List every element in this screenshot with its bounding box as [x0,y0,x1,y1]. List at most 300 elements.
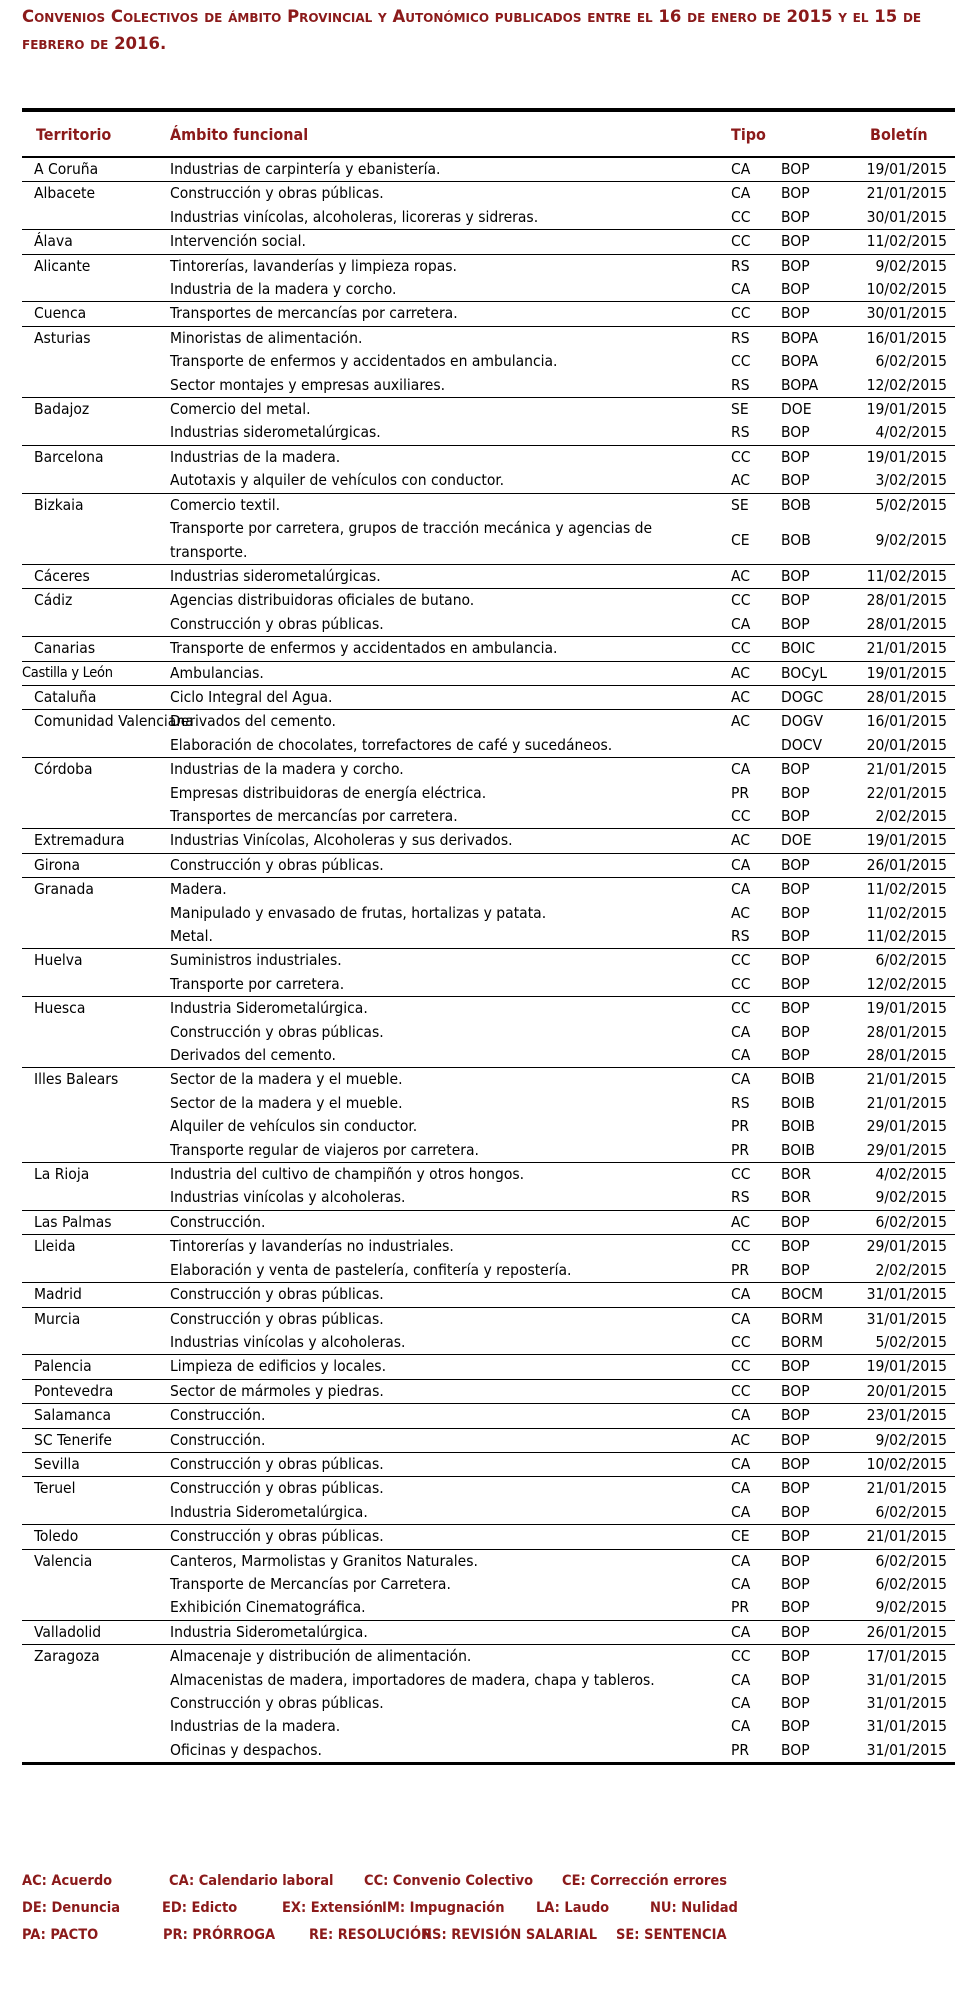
boletin-cell: BOP [779,949,831,973]
table-row [22,1404,955,1428]
territorio-cell: Murcia [22,1307,170,1355]
boletin-cell: BORM [779,1307,831,1331]
territorio-cell: Albacete [22,182,170,230]
boletin-cell: DOCV [781,735,822,754]
fecha-cell: 12/02/2015 [866,974,948,993]
tipo-cell: AC [719,661,779,685]
ambito-cell: Industrias siderometalúrgicas. [170,564,719,588]
fecha-cell: 6/02/2015 [831,1549,955,1573]
territorio-cell: Valladolid [22,1620,170,1644]
fecha-cell: 29/01/2015 [866,1117,948,1136]
boletin-cell: BOP [781,280,810,299]
fecha-cell: 20/01/2015 [831,1379,955,1403]
table-row [22,1525,955,1549]
tipo-cell: AC [731,471,751,490]
ambito-cell: Exhibición Cinematográfica. [170,1598,366,1617]
tipo-cell: CA [719,182,779,206]
tipo-cell: CC [719,949,779,973]
fecha-cell: 31/01/2015 [831,1283,955,1307]
legend-item: CA: Calendario laboral [169,1873,334,1889]
table-row [22,254,955,278]
boletin-cell: BOP [781,1022,810,1041]
territorio-cell: SC Tenerife [22,1428,170,1452]
tipo-cell: CC [719,1163,779,1187]
table-row [22,1068,955,1092]
header-ambito: Ámbito funcional [170,110,719,157]
territorio-cell: Cataluña [22,685,170,709]
ambito-cell: Industrias vinícolas y alcoholeras. [170,1332,406,1351]
territorio-cell: Asturias [22,326,170,397]
ambito-cell: Transporte de enfermos y accidentados en ambulancia. [170,637,719,661]
legend-item: SE: SENTENCIA [616,1927,727,1943]
tipo-cell: AC [719,564,779,588]
ambito-cell: Sector de la madera y el mueble. [170,1068,719,1092]
boletin-cell: BOCM [779,1283,831,1307]
table-row [22,230,955,254]
tipo-cell: CC [719,1645,779,1669]
tipo-cell: CA [731,1694,751,1712]
tipo-cell: RS [731,1093,750,1112]
ambito-cell: Transporte de enfermos y accidentados en ambulancia. [170,352,558,371]
ambito-cell: Almacenistas de madera, importadores de madera, chapa y tableros. [170,1670,655,1689]
fecha-cell: 21/01/2015 [831,1477,955,1501]
boletin-cell: BOP [781,1694,810,1712]
table-row [22,1163,955,1187]
territorio-cell: Comunidad Valenciana [22,710,170,758]
boletin-cell: BOIB [781,1117,815,1136]
ambito-cell: Transporte regular de viajeros por carretera. [170,1140,479,1159]
table-row [22,829,955,853]
fecha-cell: 9/02/2015 [875,1598,948,1617]
fecha-cell: 6/02/2015 [875,1574,948,1593]
table-row [22,997,955,1021]
territorio-cell: Granada [22,878,170,949]
tipo-cell: PR [731,1117,750,1136]
table-row [22,302,955,326]
boletin-cell: BOP [781,1502,810,1521]
table-row [22,1645,955,1669]
header-tipo: Tipo [719,110,831,157]
ambito-cell: Ciclo Integral del Agua. [170,685,719,709]
boletin-cell: BOP [781,423,810,442]
tipo-cell: CC [719,230,779,254]
tipo-cell: CA [719,1068,779,1092]
ambito-cell: Manipulado y envasado de frutas, hortalizas y patata. [170,903,547,922]
boletin-cell: BOP [781,1740,810,1759]
table-row [22,1210,955,1234]
boletin-cell: BOP [779,445,831,469]
ambito-cell: Industrias de carpintería y ebanistería. [170,160,441,178]
ambito-cell: Transporte por carretera. [170,974,345,993]
boletin-cell: BOP [781,1717,810,1736]
convenios-table [22,108,955,1765]
page-title: Convenios Colectivos de ámbito Provincial y Autonómico publicados entre el 16 de enero de 2015 y el 15 de febrero de 2016. [22,7,922,53]
legend-item: NU: Nulidad [650,1900,738,1916]
fecha-cell: 28/01/2015 [866,614,948,633]
fecha-cell: 28/01/2015 [866,1022,948,1041]
fecha-cell: 28/01/2015 [831,589,955,613]
fecha-cell: 21/01/2015 [831,758,955,782]
tipo-cell: CA [731,1670,751,1689]
legend-item: LA: Laudo [536,1900,610,1916]
ambito-cell: Construcción y obras públicas. [170,1525,719,1549]
ambito-cell: Industrias vinícolas y alcoholeras. [170,1188,406,1207]
table-row [22,685,955,709]
table-row [22,710,955,734]
ambito-cell: Agencias distribuidoras oficiales de butano. [170,589,719,613]
boletin-cell: BOP [781,903,810,922]
territorio-cell: Sevilla [22,1452,170,1476]
ambito-cell: Industria de la madera y corcho. [170,280,397,299]
fecha-cell: 19/01/2015 [831,445,955,469]
ambito-cell: Limpieza de edificios y locales. [170,1355,719,1379]
fecha-cell: 28/01/2015 [866,1046,948,1065]
fecha-cell: 19/01/2015 [831,829,955,853]
territorio-cell: La Rioja [22,1163,170,1211]
fecha-cell: 28/01/2015 [831,685,955,709]
tipo-cell: RS [731,375,750,394]
ambito-cell: Industria Siderometalúrgica. [170,1620,719,1644]
legend-item: CC: Convenio Colectivo [364,1873,534,1889]
boletin-cell: BOR [779,1163,831,1187]
territorio-cell: Huelva [22,949,170,997]
tipo-cell: SE [719,493,779,517]
legend-item: PA: PACTO [22,1927,99,1943]
tipo-cell: CE [731,530,750,549]
territorio-cell: Pontevedra [22,1379,170,1403]
territorio-cell: Canarias [22,637,170,661]
table-row [22,1283,955,1307]
table-row [22,493,955,517]
boletin-cell: BOP [781,160,810,178]
fecha-cell: 6/02/2015 [831,949,955,973]
fecha-cell: 4/02/2015 [831,1163,955,1187]
table-row [22,878,955,902]
boletin-cell: BOP [781,471,810,490]
tipo-cell: CA [719,1549,779,1573]
table-row [22,1379,955,1403]
ambito-cell: Intervención social. [170,230,719,254]
territorio-cell: Castilla y León [22,661,170,685]
fecha-cell: 20/01/2015 [866,735,948,754]
ambito-cell: Industrias vinícolas, alcoholeras, licoreras y sidreras. [170,207,539,226]
fecha-cell: 11/02/2015 [831,230,955,254]
boletin-cell: DOE [779,398,831,422]
territorio-cell: Badajoz [22,398,170,446]
tipo-cell: CC [719,445,779,469]
fecha-cell: 10/02/2015 [866,280,948,299]
fecha-cell: 11/02/2015 [866,903,948,922]
tipo-cell: AC [719,1428,779,1452]
ambito-cell: Tintorerías, lavanderías y limpieza ropas. [170,254,719,278]
boletin-cell: BOPA [781,352,819,371]
tipo-cell: PR [731,1140,750,1159]
ambito-cell: Ambulancias. [170,661,719,685]
ambito-cell: Construcción y obras públicas. [170,614,384,633]
tipo-cell: CA [731,160,751,178]
ambito-cell: Derivados del cemento. [170,710,719,734]
fecha-cell: 11/02/2015 [831,878,955,902]
tipo-cell: CA [719,1283,779,1307]
tipo-cell: AC [719,685,779,709]
fecha-cell: 29/01/2015 [866,1140,948,1159]
boletin-cell: BOP [779,230,831,254]
ambito-cell: Industrias de la madera y corcho. [170,758,719,782]
tipo-cell: CA [731,1574,751,1593]
tipo-cell: RS [719,326,779,350]
table-body [22,157,955,1764]
tipo-cell: CC [731,207,751,226]
fecha-cell: 26/01/2015 [831,853,955,877]
boletin-cell: DOGC [779,685,831,709]
table-row [22,1477,955,1501]
table-row [22,1549,955,1573]
boletin-cell: BOP [779,1452,831,1476]
ambito-cell: Comercio textil. [170,493,719,517]
tipo-cell: CA [719,1620,779,1644]
ambito-cell: Autotaxis y alquiler de vehículos con conductor. [170,471,505,490]
boletin-cell: BOP [781,1046,810,1065]
tipo-cell: CC [719,302,779,326]
boletin-cell: BOP [779,1404,831,1428]
ambito-cell: Almacenaje y distribución de alimentación. [170,1645,719,1669]
boletin-cell: BOB [781,530,811,549]
tipo-cell: CE [719,1525,779,1549]
ambito-cell: Elaboración de chocolates, torrefactores de café y sucedáneos. [170,735,613,754]
boletin-cell: BOP [779,182,831,206]
legend-item: PR: PRÓRROGA [163,1927,276,1943]
ambito-cell: Tintorerías y lavanderías no industriales. [170,1235,719,1259]
fecha-cell: 11/02/2015 [866,927,948,945]
tipo-cell: AC [719,1210,779,1234]
ambito-cell: Industria Siderometalúrgica. [170,1502,368,1521]
fecha-cell: 23/01/2015 [831,1404,955,1428]
ambito-cell: Sector de mármoles y piedras. [170,1379,719,1403]
ambito-cell: Construcción y obras públicas. [170,1477,719,1501]
tipo-cell: RS [731,927,750,945]
tipo-cell: PR [731,783,750,802]
fecha-cell: 9/02/2015 [831,1428,955,1452]
tipo-cell: CA [719,1477,779,1501]
legend-item: ED: Edicto [162,1900,238,1916]
legend-item: AC: Acuerdo [22,1873,113,1889]
table-row [22,398,955,422]
ambito-cell: Industrias de la madera. [170,1717,341,1736]
fecha-cell: 30/01/2015 [831,302,955,326]
territorio-cell: Cádiz [22,589,170,637]
ambito-cell: Industrias Vinícolas, Alcoholeras y sus derivados. [170,829,719,853]
fecha-cell: 9/02/2015 [875,1188,948,1207]
tipo-cell: CA [731,1502,751,1521]
boletin-cell: BOP [779,1235,831,1259]
table-row [22,1235,955,1259]
tipo-cell: CA [719,1452,779,1476]
ambito-cell: Sector de la madera y el mueble. [170,1093,403,1112]
fecha-cell: 31/01/2015 [866,1717,948,1736]
boletin-cell: BOCyL [779,661,831,685]
boletin-cell: BOP [779,1379,831,1403]
ambito-cell: Construcción y obras públicas. [170,1694,384,1712]
table-row [22,182,955,206]
fecha-cell: 21/01/2015 [831,1525,955,1549]
boletin-cell: BOR [781,1188,811,1207]
legend-item: CE: Corrección errores [562,1873,727,1889]
ambito-cell: Comercio del metal. [170,398,719,422]
tipo-cell: CA [731,1022,751,1041]
table-row [22,1428,955,1452]
fecha-cell: 31/01/2015 [866,1694,948,1712]
table-row [22,637,955,661]
boletin-cell: BOP [779,853,831,877]
boletin-cell: BOB [779,493,831,517]
boletin-cell: BOP [779,254,831,278]
ambito-cell: Minoristas de alimentación. [170,326,719,350]
territorio-cell: Bizkaia [22,493,170,564]
fecha-cell: 19/01/2015 [831,661,955,685]
fecha-cell: 29/01/2015 [831,1235,955,1259]
tipo-cell: CA [731,1717,751,1736]
fecha-cell: 21/01/2015 [866,1093,948,1112]
territorio-cell: Barcelona [22,445,170,493]
tipo-cell: CA [719,758,779,782]
tipo-cell: CA [731,1046,751,1065]
fecha-cell: 2/02/2015 [875,1260,948,1279]
fecha-cell: 31/01/2015 [866,1670,948,1689]
territorio-cell: Córdoba [22,758,170,829]
tipo-cell: SE [719,398,779,422]
tipo-cell [719,734,779,758]
fecha-cell: 19/01/2015 [831,398,955,422]
fecha-cell: 26/01/2015 [831,1620,955,1644]
boletin-cell: BOP [779,1549,831,1573]
boletin-cell: BOP [779,878,831,902]
fecha-cell: 16/01/2015 [831,326,955,350]
fecha-cell: 21/01/2015 [831,182,955,206]
fecha-cell: 9/02/2015 [875,530,948,549]
territorio-cell: Palencia [22,1355,170,1379]
fecha-cell: 6/02/2015 [831,1210,955,1234]
territorio-cell: Madrid [22,1283,170,1307]
tipo-cell: RS [731,423,750,442]
table-row [22,326,955,350]
territorio-cell: Las Palmas [22,1210,170,1234]
fecha-cell: 5/02/2015 [875,1332,948,1351]
territorio-cell: Álava [22,230,170,254]
fecha-cell: 9/02/2015 [831,254,955,278]
fecha-cell: 31/01/2015 [831,1307,955,1331]
tipo-cell: CC [719,1235,779,1259]
boletin-cell: BOP [781,207,810,226]
tipo-cell: CA [731,614,751,633]
table-row [22,1620,955,1644]
boletin-cell: BOIB [779,1068,831,1092]
boletin-cell: BOP [779,1210,831,1234]
fecha-cell: 19/01/2015 [866,160,948,178]
ambito-cell: Sector montajes y empresas auxiliares. [170,375,446,394]
boletin-cell: BOP [781,1574,810,1593]
tipo-cell: CC [719,637,779,661]
territorio-cell: Huesca [22,997,170,1068]
tipo-cell: RS [719,254,779,278]
territorio-cell: Zaragoza [22,1645,170,1764]
fecha-cell: 5/02/2015 [831,493,955,517]
boletin-cell: BORM [781,1332,823,1351]
tipo-cell: CA [719,1404,779,1428]
boletin-cell: BOPA [779,326,831,350]
fecha-cell: 22/01/2015 [866,783,948,802]
ambito-cell: Industrias de la madera. [170,445,719,469]
fecha-cell: 19/01/2015 [831,997,955,1021]
ambito-cell: Oficinas y despachos. [170,1740,322,1759]
table-row [22,758,955,782]
tipo-cell: PR [731,1598,750,1617]
fecha-cell: 6/02/2015 [875,1502,948,1521]
header-territorio: Territorio [22,110,170,157]
tipo-cell: CC [719,589,779,613]
boletin-cell: BOP [779,302,831,326]
boletin-cell: BOP [779,1428,831,1452]
boletin-cell: BOP [779,997,831,1021]
fecha-cell: 12/02/2015 [866,375,948,394]
legend-item: DE: Denuncia [22,1900,121,1916]
ambito-cell: Industria del cultivo de champiñón y otros hongos. [170,1163,719,1187]
tipo-cell: CA [719,878,779,902]
fecha-cell: 21/01/2015 [831,1068,955,1092]
fecha-cell: 3/02/2015 [875,471,948,490]
territorio-cell: Teruel [22,1477,170,1525]
tipo-cell: AC [731,903,751,922]
boletin-cell: BOP [779,1645,831,1669]
ambito-cell: Transportes de mercancías por carretera. [170,806,458,825]
ambito-cell: Construcción. [170,1210,719,1234]
table-row [22,853,955,877]
ambito-cell: Canteros, Marmolistas y Granitos Naturales. [170,1549,719,1573]
table-row [22,564,955,588]
table-row [22,1452,955,1476]
ambito-cell: Industria Siderometalúrgica. [170,997,719,1021]
legend-item: EX: Extensión [282,1900,383,1916]
table-header-row [22,110,955,157]
ambito-cell: Construcción. [170,1404,719,1428]
header-boletin: Boletín [831,110,955,157]
territorio-cell: Lleida [22,1235,170,1283]
ambito-cell: Transportes de mercancías por carretera. [170,302,719,326]
boletin-cell: BOP [779,564,831,588]
tipo-cell: CC [731,806,751,825]
boletin-cell: BOP [781,806,810,825]
territorio-cell: Valencia [22,1549,170,1620]
table-row [22,949,955,973]
tipo-cell: CC [719,997,779,1021]
territorio-cell: Extremadura [22,829,170,853]
ambito-cell: Alquiler de vehículos sin conductor. [170,1117,418,1136]
legend-row [22,1922,955,1949]
fecha-cell: 4/02/2015 [875,423,948,442]
tipo-cell: PR [731,1260,750,1279]
ambito-cell: Construcción y obras públicas. [170,1022,384,1041]
boletin-cell: BOP [781,974,810,993]
ambito-cell: Madera. [170,878,719,902]
territorio-cell: Toledo [22,1525,170,1549]
table-row [22,1355,955,1379]
fecha-cell: 17/01/2015 [831,1645,955,1669]
table-row [22,589,955,613]
boletin-cell: BOP [781,927,810,945]
tipo-cell: CC [731,974,751,993]
boletin-cell: BOP [781,783,810,802]
ambito-cell: Transporte por carretera, grupos de tracción mecánica y agencias de transporte. [170,519,653,561]
boletin-cell: BOP [779,1355,831,1379]
